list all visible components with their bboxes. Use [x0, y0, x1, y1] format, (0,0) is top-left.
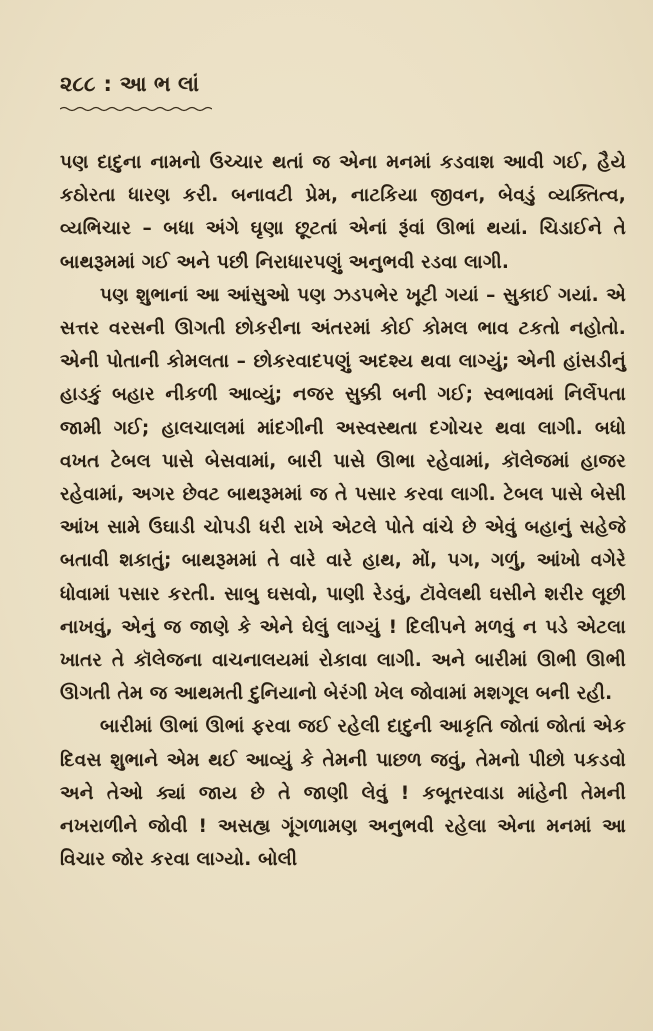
- paragraph-2: પણ શુભાનાં આ આંસુઓ પણ ઝડપભેર ખૂટી ગયાં – સુકાઈ ગયાં. એ સત્તર વરસની ઊગતી છોકરીના અંતરમાં કોઈ કોમલ ભાવ ટકતો નહોતો. એની પોતાની કોમલતા – છોકરવાદપણું અદશ્ય થવા લાગ્યું; એની હાંસડીનું હાડકું બહાર નીકળી આવ્યું; નજર સુક્કી બની ગઈ; સ્વભાવમાં નિર્લેપતા જામી ગઈ; હાલચાલમાં માંદગીની અસ્વસ્થતા દગોચર થવા લાગી. બધો વખત ટેબલ પાસે બેસવામાં, બારી પાસે ઊભા રહેવામાં, કૉલેજમાં હાજર રહેવામાં, અગર છેવટ બાથરૂમમાં જ તે પસાર કરવા લાગી. ટેબલ પાસે બેસી આંખ સામે ઉઘાડી ચોપડી ધરી રાખે એટલે પોતે વાંચે છે એવું બહાનું સહેજે બતાવી શકાતું; બાથરૂમમાં તે વારે વારે હાથ, મોં, પગ, ગળું, આંખો વગેરે ધોવામાં પસાર કરતી. સાબુ ઘસવો, પાણી રેડવું, ટૉવેલથી ઘસીને શરીર લૂછી નાખવું, એનું જ જાણે કે એને ઘેલું લાગ્યું ! દિલીપને મળવું ન પડે એટલા ખાતર તે કૉલેજના વાચનાલયમાં રોકાવા લાગી. અને બારીમાં ઊભી ઊભી ઊગતી તેમ જ આથમતી દુનિયાનો બેરંગી ખેલ જોવામાં મશગૂલ બની રહી.: [60, 284, 626, 705]
- book-title: આ ભ લાં: [119, 72, 199, 96]
- body-text: [60, 146, 626, 876]
- paragraph-3: બારીમાં ઊભાં ઊભાં ફરવા જઈ રહેલી દાદુની આકૃતિ જોતાં જોતાં એક દિવસ શુભાને એમ થઈ આવ્યું કે તેમની પાછળ જવું, તેમનો પીછો પકડવો અને તેઓ ક્યાં જાય છે તે જાણી લેવું ! કબૂતરવાડા માંહેની તેમની નખરાળીને જોવી ! અસહ્ય ગૂંગળામણ અનુભવી રહેલા એના મનમાં આ વિચાર જોર કરવા લાગ્યો. બોલી: [60, 716, 626, 871]
- header-separator: :: [103, 72, 112, 96]
- paragraph-1: પણ દાદુના નામનો ઉચ્ચાર થતાં જ એના મનમાં કડવાશ આવી ગઈ, હૈયે કઠોરતા ધારણ કરી. બનાવટી પ્રેમ, નાટકિયા જીવન, બેવડું વ્યક્તિત્વ, વ્યભિચાર – બધા અંગે ઘૃણા છૂટતાં એનાં રૂંવાં ઊભાં થયાં. ચિડાઈને તે બાથરૂમમાં ગઈ અને પછી નિરાધારપણું અનુભવી રડવા લાગી.: [60, 152, 626, 273]
- running-head: [60, 72, 623, 97]
- page-number: ૨૮૮: [60, 72, 96, 96]
- wavy-underline-divider: [60, 106, 212, 112]
